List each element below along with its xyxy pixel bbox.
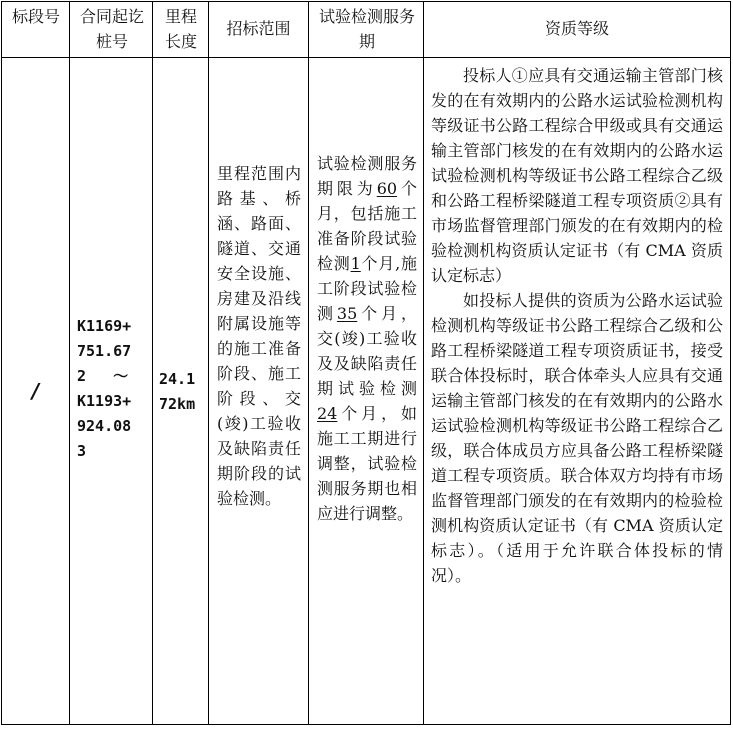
- qualification-paragraph: 投标人①应具有交通运输主管部门核发的在有效期内的公路水运试验检测机构等级证书公路工程综合甲级或具有交通运输主管部门核发的在有效期内的公路水运试验检测机构等级证书公路工程综合乙级和公路工程桥梁隧道工程专项资质②具有市场监督管理部门颁发的在有效期内的检验检测机构资质认定证书（有 CMA 资质认定标志）: [431, 66, 723, 285]
- length-line: 24.1: [159, 370, 196, 388]
- section-no-value: /: [31, 379, 40, 403]
- header-bidding-scope: [209, 16, 308, 41]
- period-prep-months: 1: [350, 254, 361, 273]
- cell-contract-chainage: [77, 314, 149, 464]
- column-divider: [423, 1, 424, 725]
- header-section-no-text: 标段号: [11, 7, 60, 26]
- bidding-scope-text: 里程范围内路基、桥涵、路面、隧道、交通安全设施、房建及沿线附属设施等的施工准备阶段、施工阶段、交(竣)工验收及缺陷责任期阶段的试验检测。: [217, 164, 301, 508]
- cell-mileage-length: [159, 367, 207, 417]
- column-divider: [69, 1, 70, 725]
- header-service-period: [319, 4, 415, 54]
- header-mileage-length-text: 里程长度: [164, 7, 197, 51]
- length-line: 72km: [159, 395, 196, 413]
- period-text: 试验检测服务期限为: [317, 154, 417, 198]
- cell-section-no: [2, 379, 69, 403]
- column-divider: [308, 1, 309, 725]
- header-qualification-text: 资质等级: [544, 19, 609, 38]
- qualification-table: [1, 1, 731, 725]
- period-text: 个月，包括施工准备阶段试验检测: [317, 179, 417, 273]
- period-text: 个月,施工阶段试验检测: [317, 254, 417, 323]
- table-border-top: [1, 1, 731, 2]
- table-border-left: [1, 1, 2, 725]
- period-construction-months: 35: [336, 304, 358, 323]
- table-border-right: [730, 1, 731, 725]
- chainage-line: K1193+: [77, 392, 132, 410]
- chainage-line: 2 ～: [77, 367, 129, 385]
- table-border-bottom: [1, 724, 731, 725]
- qualification-paragraph: 如投标人提供的资质为公路水运试验检测机构等级证书公路工程综合乙级和公路工程桥梁隧道工程专项资质证书，接受联合体投标时，联合体牵头人应具有交通运输主管部门核发的在有效期内的公路水运试验检测机构等级证书公路工程综合乙级，联合体成员方应具备公路工程桥梁隧道工程专项资质。联合体双方均持有市场监督管理部门颁发的在有效期内的检验检测机构资质认定证书（有 CMA 资质认定标志）。（适用于允许联合体投标的情况）。: [431, 291, 723, 585]
- period-defect-months: 24: [317, 404, 338, 423]
- header-bidding-scope-text: 招标范围: [226, 19, 291, 38]
- header-mileage-length: [161, 4, 201, 54]
- header-service-period-text: 试验检测服务期: [319, 7, 416, 51]
- cell-service-period: [317, 151, 417, 526]
- column-divider: [152, 1, 153, 725]
- period-text: 个月，交(竣)工验收及及缺陷责任期试验检测: [317, 304, 417, 398]
- period-total-months: 60: [376, 179, 398, 198]
- chainage-line: 3: [77, 442, 87, 460]
- column-divider: [208, 1, 209, 725]
- cell-qualification: [431, 63, 723, 588]
- header-contract-chainage: [79, 4, 145, 54]
- header-qualification: [424, 16, 730, 41]
- table-header-divider: [1, 57, 731, 58]
- period-text: 个月，如施工工期进行调整，试验检测服务期也相应进行调整。: [317, 404, 417, 523]
- chainage-line: 924.08: [77, 417, 132, 435]
- cell-bidding-scope: [217, 161, 301, 511]
- chainage-line: 751.67: [77, 342, 132, 360]
- header-contract-chainage-text: 合同起讫桩号: [79, 7, 144, 51]
- header-section-no: [11, 4, 61, 29]
- chainage-line: K1169+: [77, 317, 132, 335]
